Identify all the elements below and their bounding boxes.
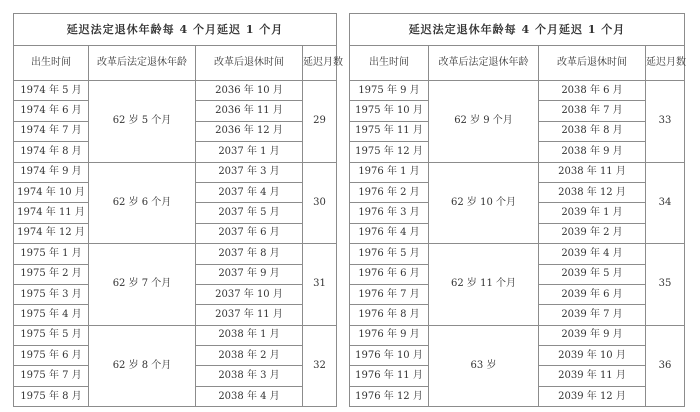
birth-date-cell: 1976 年 12 月	[350, 386, 429, 406]
birth-date-cell: 1976 年 1 月	[350, 162, 429, 182]
birth-date-cell: 1976 年 5 月	[350, 244, 429, 264]
birth-date-cell: 1974 年 12 月	[14, 223, 89, 243]
retirement-time-cell: 2038 年 6 月	[539, 81, 646, 101]
table-row	[14, 81, 337, 101]
birth-date-cell: 1975 年 1 月	[14, 244, 89, 264]
retirement-time-cell: 2038 年 1 月	[196, 325, 303, 345]
birth-date-cell: 1976 年 2 月	[350, 182, 429, 202]
retirement-time-cell: 2038 年 12 月	[539, 182, 646, 202]
retirement-time-cell: 2038 年 3 月	[196, 366, 303, 386]
retirement-time-cell: 2037 年 5 月	[196, 203, 303, 223]
birth-date-cell: 1975 年 12 月	[350, 142, 429, 162]
retirement-age-cell: 62 岁 5 个月	[89, 81, 196, 163]
birth-date-cell: 1975 年 7 月	[14, 366, 89, 386]
header-delay-months: 延迟月数	[303, 46, 337, 81]
table-title-row	[14, 14, 337, 46]
table-row	[14, 162, 337, 182]
delay-months-cell: 32	[303, 325, 337, 407]
retirement-time-cell: 2037 年 3 月	[196, 162, 303, 182]
birth-date-cell: 1975 年 11 月	[350, 121, 429, 141]
table-row	[350, 244, 685, 264]
retirement-time-cell: 2038 年 4 月	[196, 386, 303, 406]
header-birth-date: 出生时间	[14, 46, 89, 81]
retirement-time-cell: 2037 年 1 月	[196, 142, 303, 162]
birth-date-cell: 1975 年 10 月	[350, 101, 429, 121]
retirement-table-left	[13, 13, 343, 407]
birth-date-cell: 1976 年 9 月	[350, 325, 429, 345]
retirement-time-cell: 2036 年 12 月	[196, 121, 303, 141]
retirement-time-cell: 2038 年 8 月	[539, 121, 646, 141]
retirement-time-cell: 2038 年 7 月	[539, 101, 646, 121]
retirement-time-cell: 2039 年 10 月	[539, 346, 646, 366]
retirement-time-cell: 2039 年 9 月	[539, 325, 646, 345]
retirement-time-cell: 2039 年 4 月	[539, 244, 646, 264]
delay-months-cell: 30	[303, 162, 337, 244]
header-birth-date: 出生时间	[350, 46, 429, 81]
retirement-time-cell: 2039 年 11 月	[539, 366, 646, 386]
table-title: 延迟法定退休年龄每 4 个月延迟 1 个月	[350, 14, 685, 46]
delay-months-cell: 29	[303, 81, 337, 163]
birth-date-cell: 1975 年 2 月	[14, 264, 89, 284]
birth-date-cell: 1975 年 5 月	[14, 325, 89, 345]
delay-months-cell: 34	[646, 162, 685, 244]
retirement-age-cell: 62 岁 10 个月	[429, 162, 539, 244]
birth-date-cell: 1975 年 3 月	[14, 284, 89, 304]
table-header-row	[350, 46, 685, 81]
birth-date-cell: 1974 年 11 月	[14, 203, 89, 223]
table-title-row	[350, 14, 685, 46]
birth-date-cell: 1976 年 3 月	[350, 203, 429, 223]
birth-date-cell: 1976 年 10 月	[350, 346, 429, 366]
retirement-time-cell: 2039 年 2 月	[539, 223, 646, 243]
table-row	[14, 325, 337, 345]
birth-date-cell: 1976 年 6 月	[350, 264, 429, 284]
retirement-time-cell: 2037 年 11 月	[196, 305, 303, 325]
retirement-time-cell: 2037 年 4 月	[196, 182, 303, 202]
delay-months-cell: 35	[646, 244, 685, 326]
birth-date-cell: 1975 年 8 月	[14, 386, 89, 406]
birth-date-cell: 1975 年 6 月	[14, 346, 89, 366]
table-row	[350, 325, 685, 345]
header-retirement-age: 改革后法定退休年龄	[89, 46, 196, 81]
retirement-time-cell: 2039 年 6 月	[539, 284, 646, 304]
retirement-age-cell: 62 岁 11 个月	[429, 244, 539, 326]
retirement-time-cell: 2039 年 7 月	[539, 305, 646, 325]
birth-date-cell: 1976 年 8 月	[350, 305, 429, 325]
retirement-time-cell: 2038 年 11 月	[539, 162, 646, 182]
birth-date-cell: 1974 年 5 月	[14, 81, 89, 101]
table-header-row	[14, 46, 337, 81]
birth-date-cell: 1974 年 8 月	[14, 142, 89, 162]
delay-months-cell: 36	[646, 325, 685, 407]
header-retirement-age: 改革后法定退休年龄	[429, 46, 539, 81]
retirement-time-cell: 2039 年 5 月	[539, 264, 646, 284]
retirement-time-cell: 2037 年 9 月	[196, 264, 303, 284]
table-title: 延迟法定退休年龄每 4 个月延迟 1 个月	[14, 14, 337, 46]
retirement-time-cell: 2039 年 1 月	[539, 203, 646, 223]
birth-date-cell: 1974 年 6 月	[14, 101, 89, 121]
birth-date-cell: 1975 年 9 月	[350, 81, 429, 101]
table-row	[14, 244, 337, 264]
retirement-time-cell: 2037 年 6 月	[196, 223, 303, 243]
delay-months-cell: 31	[303, 244, 337, 326]
birth-date-cell: 1976 年 7 月	[350, 284, 429, 304]
header-retirement-time: 改革后退休时间	[196, 46, 303, 81]
retirement-time-cell: 2037 年 8 月	[196, 244, 303, 264]
birth-date-cell: 1975 年 4 月	[14, 305, 89, 325]
table-row	[350, 81, 685, 101]
birth-date-cell: 1976 年 11 月	[350, 366, 429, 386]
retirement-time-cell: 2037 年 10 月	[196, 284, 303, 304]
retirement-age-cell: 62 岁 6 个月	[89, 162, 196, 244]
retirement-age-cell: 62 岁 7 个月	[89, 244, 196, 326]
retirement-table-right	[349, 13, 685, 407]
birth-date-cell: 1974 年 10 月	[14, 182, 89, 202]
retirement-age-cell: 62 岁 8 个月	[89, 325, 196, 407]
retirement-age-cell: 63 岁	[429, 325, 539, 407]
retirement-time-cell: 2036 年 11 月	[196, 101, 303, 121]
birth-date-cell: 1974 年 9 月	[14, 162, 89, 182]
retirement-time-cell: 2039 年 12 月	[539, 386, 646, 406]
retirement-time-cell: 2038 年 9 月	[539, 142, 646, 162]
header-delay-months: 延迟月数	[646, 46, 685, 81]
retirement-time-cell: 2036 年 10 月	[196, 81, 303, 101]
table-row	[350, 162, 685, 182]
retirement-time-cell: 2038 年 2 月	[196, 346, 303, 366]
header-retirement-time: 改革后退休时间	[539, 46, 646, 81]
delay-months-cell: 33	[646, 81, 685, 163]
birth-date-cell: 1976 年 4 月	[350, 223, 429, 243]
retirement-age-cell: 62 岁 9 个月	[429, 81, 539, 163]
birth-date-cell: 1974 年 7 月	[14, 121, 89, 141]
